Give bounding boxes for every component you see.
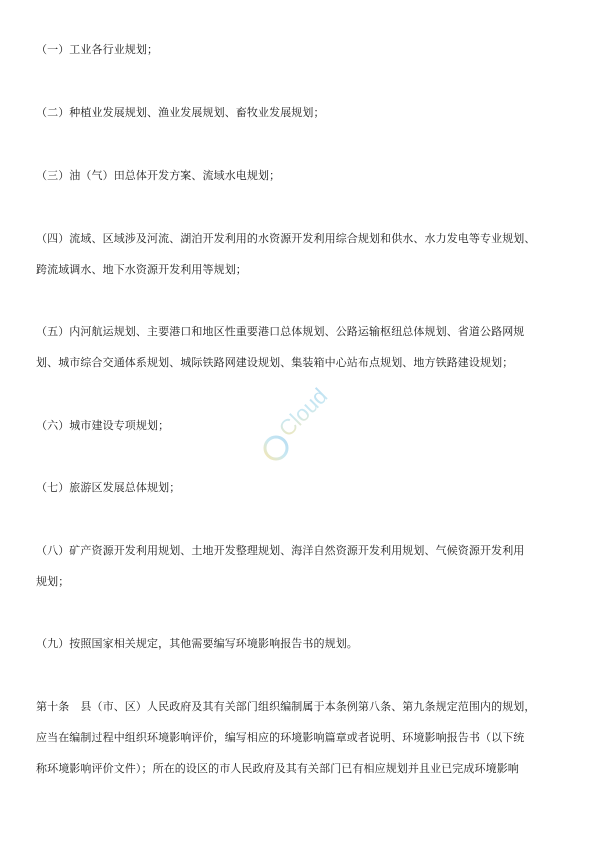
item-5-line-1: （五）内河航运规划、主要港口和地区性重要港口总体规划、公路运输枢纽总体规划、省道公路网规 bbox=[36, 325, 525, 338]
article-10-line-2: 应当在编制过程中组织环境影响评价，编写相应的环境影响篇章或者说明、环境影响报告书（以下统 bbox=[36, 731, 525, 744]
item-8-line-1: （八）矿产资源开发利用规划、土地开发整理规划、海洋自然资源开发利用规划、气候资源开发利用 bbox=[36, 544, 525, 557]
item-8-line-2: 规划； bbox=[36, 575, 70, 588]
item-2-line-1: （二）种植业发展规划、渔业发展规划、畜牧业发展规划； bbox=[36, 106, 325, 119]
item-9-line-1: （九）按照国家相关规定，其他需要编写环境影响报告书的规划。 bbox=[36, 637, 358, 650]
watermark-text: Cloud bbox=[273, 383, 333, 442]
item-6-line-1: （六）城市建设专项规划； bbox=[36, 419, 170, 432]
item-7-line-1: （七）旅游区发展总体规划； bbox=[36, 481, 181, 494]
item-4-line-2: 跨流域调水、地下水资源开发利用等规划； bbox=[36, 263, 247, 276]
cloud-watermark bbox=[258, 378, 358, 468]
item-4-line-1: （四）流域、区域涉及河流、湖泊开发利用的水资源开发利用综合规划和供水、水力发电等专业规划、 bbox=[36, 232, 536, 245]
item-5-line-2: 划、城市综合交通体系规划、城际铁路网建设规划、集装箱中心站布点规划、地方铁路建设规划； bbox=[36, 356, 514, 369]
article-10-line-3: 称环境影响评价文件）；所在的设区的市人民政府及其有关部门已有相应规划并且业已完成环境影响 bbox=[36, 762, 519, 775]
item-3-line-1: （三）油（气）田总体开发方案、流域水电规划； bbox=[36, 169, 281, 182]
item-1-line-1: （一）工业各行业规划； bbox=[36, 43, 159, 56]
article-10-line-1: 第十条 县（市、区）人民政府及其有关部门组织编制属于本条例第八条、第九条规定范围内的规划， bbox=[36, 700, 536, 713]
watermark-logo-mark bbox=[265, 437, 287, 459]
